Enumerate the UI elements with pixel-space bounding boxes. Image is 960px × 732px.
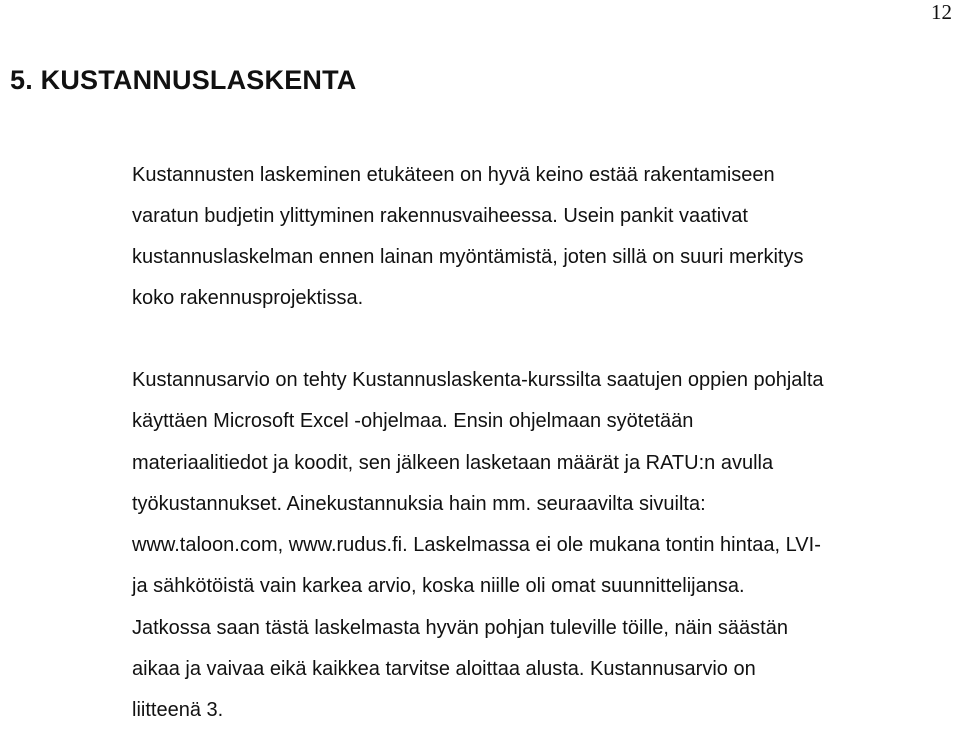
- section-heading: 5. KUSTANNUSLASKENTA: [10, 65, 357, 95]
- paragraph-line: koko rakennusprojektissa.: [132, 287, 364, 309]
- paragraph-line: varatun budjetin ylittyminen rakennusvaiheessa. Usein pankit vaativat: [132, 205, 748, 227]
- paragraph-line: www.taloon.com, www.rudus.fi. Laskelmassa ei ole mukana tontin hintaa, LVI-: [132, 534, 821, 557]
- paragraph-line: Kustannusten laskeminen etukäteen on hyvä keino estää rakentamiseen: [132, 164, 775, 186]
- paragraph-line: Jatkossa saan tästä laskelmasta hyvän pohjan tuleville töille, näin säästän: [132, 616, 788, 639]
- paragraph-line: materiaalitiedot ja koodit, sen jälkeen lasketaan määrät ja RATU:n avulla: [132, 451, 774, 474]
- paragraph-line: työkustannukset. Ainekustannuksia hain mm. seuraavilta sivuilta:: [132, 492, 706, 515]
- page-number: 12: [931, 0, 952, 24]
- paragraph-intro: [132, 155, 932, 319]
- paragraph-line: kustannuslaskelman ennen lainan myöntämistä, joten sillä on suuri merkitys: [132, 246, 804, 268]
- paragraph-line: käyttäen Microsoft Excel -ohjelmaa. Ensin ohjelmaan syötetään: [132, 410, 694, 433]
- paragraph-line: aikaa ja vaivaa eikä kaikkea tarvitse aloittaa alusta. Kustannusarvio on: [132, 658, 756, 681]
- paragraph-line: Kustannusarvio on tehty Kustannuslaskenta-kurssilta saatujen oppien pohjalta: [132, 369, 824, 391]
- paragraph-line: liitteenä 3.: [132, 699, 224, 722]
- paragraph-line: ja sähkötöistä vain karkea arvio, koska niille oli omat suunnittelijansa.: [132, 575, 745, 598]
- paragraph-method: [132, 360, 952, 732]
